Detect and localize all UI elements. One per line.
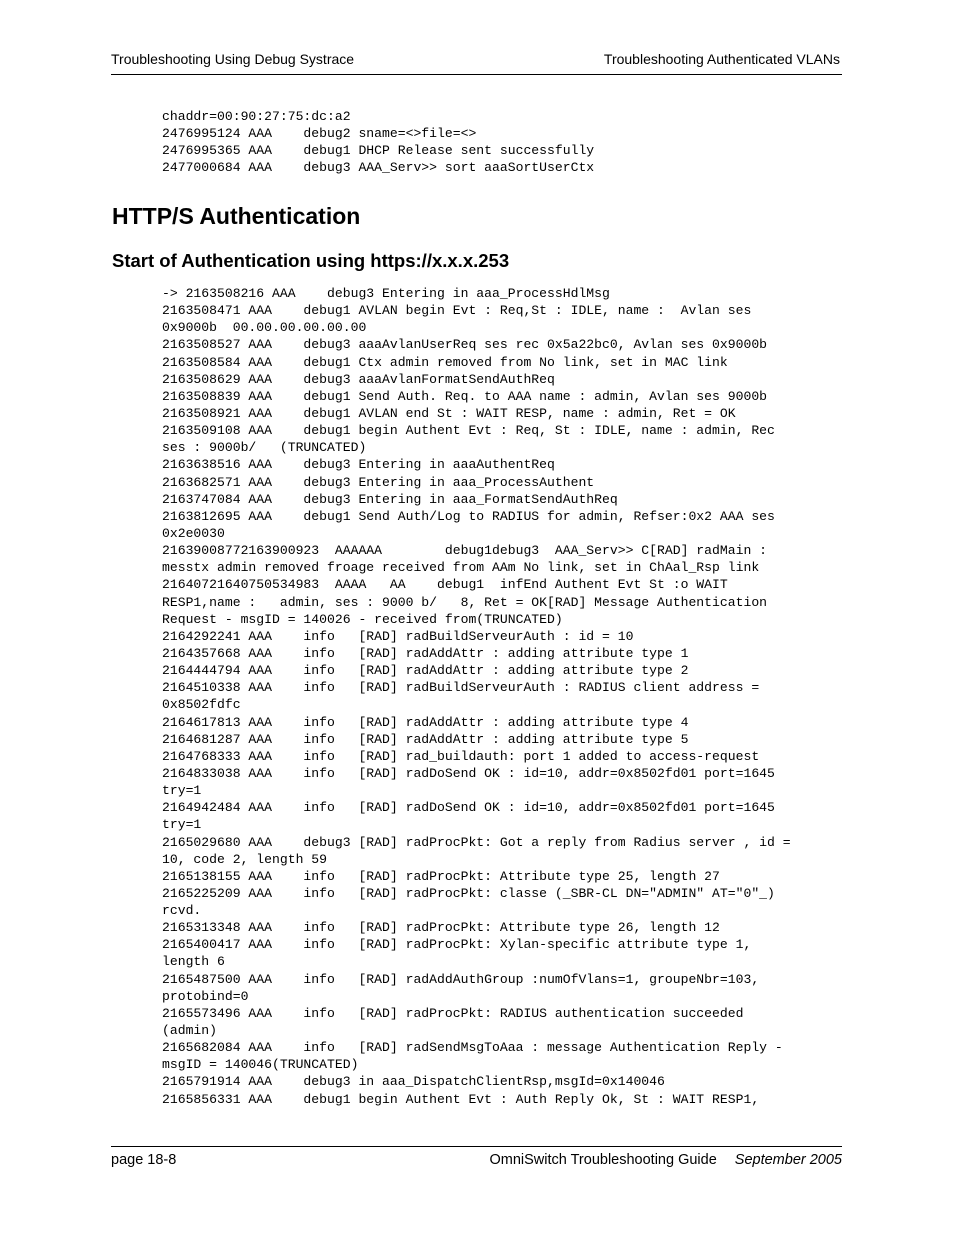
code-line: 2163508921 AAA debug1 AVLAN end St : WAIT RESP, name : admin, Ret = OK [162,405,736,421]
code-line: length 6 [162,954,225,970]
code-line: 2165573496 AAA info [RAD] radProcPkt: RADIUS authentication succeeded [162,1005,744,1021]
running-header-right: Troubleshooting Authenticated VLANs [603,51,840,67]
code-line: 2165029680 AAA debug3 [RAD] radProcPkt: Got a reply from Radius server , id = [162,834,791,850]
footer-rule [111,1146,842,1147]
code-line: 2163509108 AAA debug1 begin Authent Evt : Req, St : IDLE, name : admin, Rec [162,423,775,439]
code-line: 10, code 2, length 59 [162,851,328,867]
code-line: 2163508584 AAA debug1 Ctx admin removed from No link, set in MAC link [162,354,728,370]
code-line: 2163508839 AAA debug1 Send Auth. Req. to AAA name : admin, Avlan ses 9000b [162,388,768,404]
code-line: try=1 [162,783,202,799]
code-line: 2477000684 AAA debug3 AAA_Serv>> sort aaaSortUserCtx [162,160,595,176]
code-line: (admin) [162,1023,218,1039]
code-line: 0x8502fdfc [162,697,241,713]
code-line: 2163812695 AAA debug1 Send Auth/Log to RADIUS for admin, Refser:0x2 AAA ses [162,508,775,524]
code-line: 2165313348 AAA info [RAD] radProcPkt: Attribute type 26, length 12 [162,920,720,936]
code-line: 2165682084 AAA info [RAD] radSendMsgToAaa : message Authentication Reply - [162,1040,783,1056]
footer-title [489,1152,842,1168]
code-line: 21639008772163900923 AAAAAA debug1debug3 AAA_Serv>> C[RAD] radMain : [162,543,768,559]
code-line: 2164292241 AAA info [RAD] radBuildServeurAuth : id = 10 [162,628,634,644]
code-line: ses : 9000b/ (TRUNCATED) [162,440,367,456]
code-line: protobind=0 [162,988,249,1004]
code-line: 0x2e0030 [162,525,225,541]
code-line: 2165487500 AAA info [RAD] radAddAuthGroup :numOfVlans=1, groupeNbr=103, [162,971,760,987]
code-line: try=1 [162,817,202,833]
code-line: 2165138155 AAA info [RAD] radProcPkt: Attribute type 25, length 27 [162,868,720,884]
code-line: 2476995365 AAA debug1 DHCP Release sent successfully [162,143,595,159]
code-line: 2164681287 AAA info [RAD] radAddAttr : adding attribute type 5 [162,731,689,747]
code-line: 2164833038 AAA info [RAD] radDoSend OK : id=10, addr=0x8502fd01 port=1645 [162,765,775,781]
page-number: page 18-8 [111,1152,177,1168]
code-line: 2164942484 AAA info [RAD] radDoSend OK : id=10, addr=0x8502fd01 port=1645 [162,800,775,816]
code-line: 2165856331 AAA debug1 begin Authent Evt : Auth Reply Ok, St : WAIT RESP1, [162,1091,760,1107]
code-line: 2165400417 AAA info [RAD] radProcPkt: Xylan-specific attribute type 1, [162,937,752,953]
code-line: messtx admin removed froage received from AAm No link, set in ChAal_Rsp link [162,560,760,576]
header-rule [111,74,842,75]
code-line: msgID = 140046(TRUNCATED) [162,1057,359,1073]
guide-title: OmniSwitch Troubleshooting Guide [489,1152,717,1168]
code-line: -> 2163508216 AAA debug3 Entering in aaa_ProcessHdlMsg [162,286,610,301]
code-line: 2163508527 AAA debug3 aaaAvlanUserReq ses rec 0x5a22bc0, Avlan ses 0x9000b [162,337,768,353]
code-line: 2476995124 AAA debug2 sname=<>file=<> [162,126,477,142]
code-line: 0x9000b 00.00.00.00.00.00 [162,320,367,336]
code-line: 2164768333 AAA info [RAD] rad_buildauth: port 1 added to access-request [162,748,760,764]
code-line: rcvd. [162,903,202,919]
code-line: 2164510338 AAA info [RAD] radBuildServeurAuth : RADIUS client address = [162,680,760,696]
code-line: 2163747084 AAA debug3 Entering in aaa_FormatSendAuthReq [162,491,618,507]
publication-date: September 2005 [734,1152,842,1168]
code-block-debug-output [162,108,594,177]
section-heading: HTTP/S Authentication [112,203,361,229]
code-line: 2163508629 AAA debug3 aaaAvlanFormatSendAuthReq [162,371,555,387]
code-line: 2165791914 AAA debug3 in aaa_DispatchClientRsp,msgId=0x140046 [162,1074,665,1090]
code-line: 2164357668 AAA info [RAD] radAddAttr : adding attribute type 1 [162,645,689,661]
running-header-left: Troubleshooting Using Debug Systrace [111,51,355,67]
code-line: 2163638516 AAA debug3 Entering in aaaAuthentReq [162,457,555,473]
code-line: 2164444794 AAA info [RAD] radAddAttr : adding attribute type 2 [162,663,689,679]
code-line: 2163682571 AAA debug3 Entering in aaa_ProcessAuthent [162,474,595,490]
code-line: Request - msgID = 140026 - received from(TRUNCATED) [162,611,563,627]
section-subheading: Start of Authentication using https://x.x.x.253 [112,250,510,271]
code-line: 2164617813 AAA info [RAD] radAddAttr : adding attribute type 4 [162,714,689,730]
code-line: 2165225209 AAA info [RAD] radProcPkt: classe (_SBR-CL DN="ADMIN" AT="0"_) [162,885,775,901]
code-line: 2163508471 AAA debug1 AVLAN begin Evt : Req,St : IDLE, name : Avlan ses [162,303,752,319]
code-line: RESP1,name : admin, ses : 9000 b/ 8, Ret = OK[RAD] Message Authentication [162,594,768,610]
code-block-authentication-trace [162,285,791,1108]
code-line: 21640721640750534983 AAAA AA debug1 infEnd Authent Evt St :o WAIT [162,577,728,593]
code-line: chaddr=00:90:27:75:dc:a2 [162,109,351,124]
